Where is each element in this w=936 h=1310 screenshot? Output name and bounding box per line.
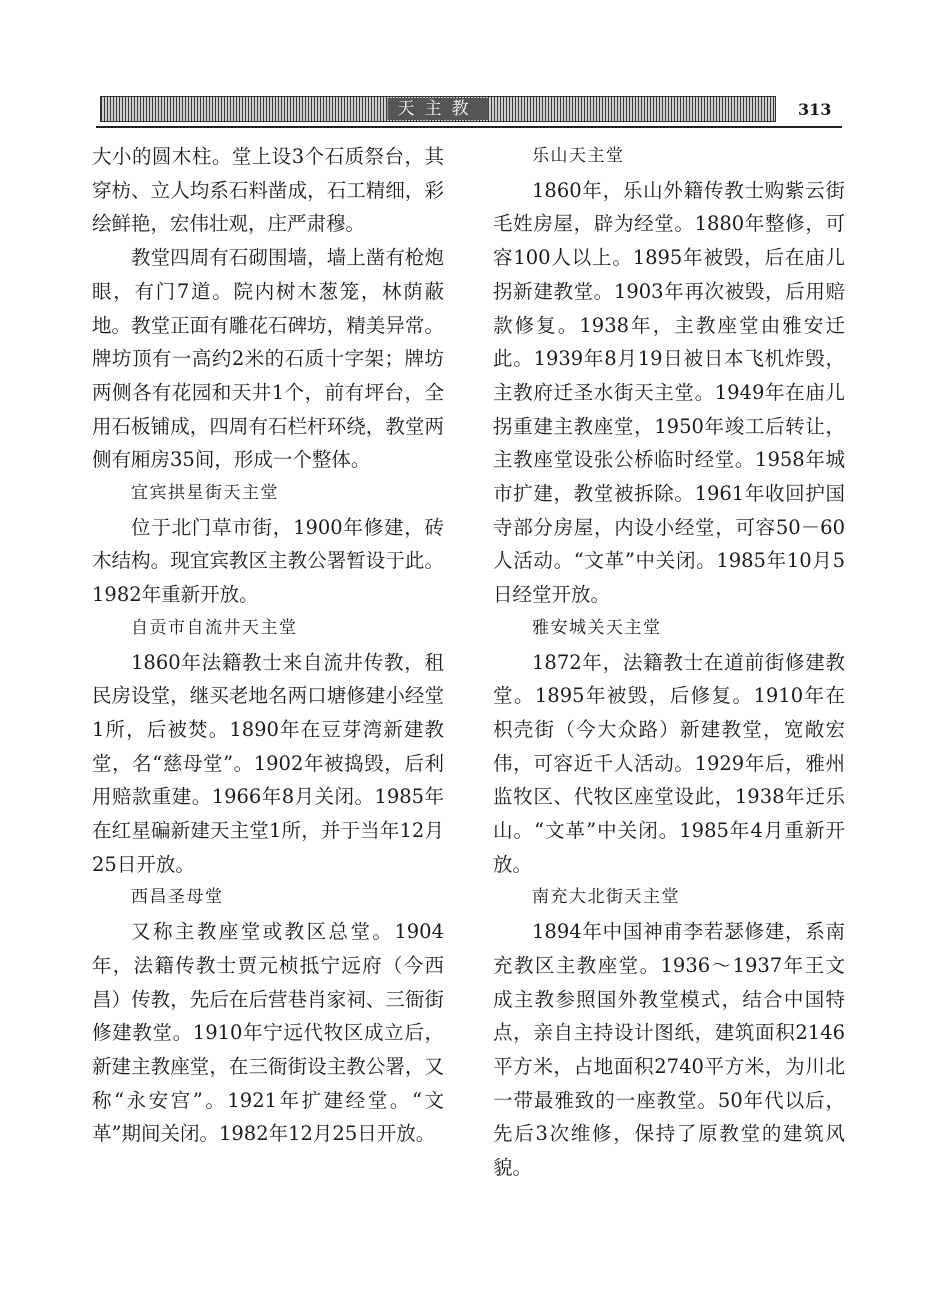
section-heading-yaan: 雅安城关天主堂 [532,617,662,638]
running-header-bar [100,96,776,122]
section-text-nanchong: 1894年中国神甫李若瑟修建，系南充教区主教座堂。1936～1937年王文成主教参照国外教堂模式，结合中国特点，亲自主持设计图纸，建筑面积2146平方米，占地面积2740平方米，为川北一带最雅致的一座教堂。50年代以后，先后3次维修，保持了原教堂的建筑风貌。 [493,920,845,1180]
section-heading-leshan: 乐山天主堂 [532,146,625,166]
left-column [92,140,444,1151]
section-text-zigong: 1860年法籍教士来自流井传教，租民房设堂，继买老地名两口塘修建小经堂1所，后被焚。1890年在豆芽湾新建教堂，名“慈母堂”。1902年被捣毁，后利用赔款重建。1966年8月关闭。1985年在红星碥新建天主堂1所，并于当年12月25日开放。 [92,650,444,876]
section-text-xichang: 又称主教座堂或教区总堂。1904年，法籍传教士贾元桢抵宁远府（今西昌）传教，先后在后营巷肖家祠、三衙街修建教堂。1910年宁远代牧区成立后，新建主教座堂，在三衙街设主教公署，又称“永安宫”。1921年扩建经堂。“文革”期间关闭。1982年12月25日开放。 [92,920,444,1146]
section-heading-yibin: 宜宾拱星街天主堂 [131,483,279,504]
section-text-leshan: 1860年，乐山外籍传教士购紫云街毛姓房屋，辟为经堂。1880年整修，可容100人以上。1895年被毁，后在庙儿拐新建教堂。1903年再次被毁，后用赔款修复。1938年，主教座堂由雅安迁此。1939年8月19日被日本飞机炸毁，主教府迁圣水街天主堂。1949年在庙儿拐重建主教座堂，1950年竣工后转让，主教座堂设张公桥临时经堂。1958年城市扩建，教堂被拆除。1961年收回护国寺部分房屋，内设小经堂，可容50－60人活动。“文革”中关闭。1985年10月5日经堂开放。 [493,178,845,607]
section-text-yibin: 位于北门草市街，1900年修建，砖木结构。现宜宾教区主教公署暂设于此。1982年重新开放。 [92,515,444,607]
header-rule [96,126,842,128]
right-column [493,140,845,1185]
section-heading-xichang: 西昌圣母堂 [131,887,224,908]
section-text-yaan: 1872年，法籍教士在道前街修建教堂。1895年被毁，后修复。1910年在枳壳街（今大众路）新建教堂，宽敞宏伟，可容近千人活动。1929年后，雅州监牧区、代牧区座堂设此，1938年迁乐山。“文革”中关闭。1985年4月重新开放。 [493,650,845,876]
continued-paragraph: 大小的圆木柱。堂上设3个石质祭台，其穿枋、立人均系石料凿成，石工精细，彩绘鲜艳，宏伟壮观，庄严肃穆。 [92,145,444,236]
paragraph-walls: 教堂四周有石砌围墙，墙上凿有枪炮眼，有门7道。院内树木葱笼，林荫蔽地。教堂正面有雕花石碑坊，精美异常。牌坊顶有一高约2米的石质十字架；牌坊两侧各有花园和天井1个，前有坪台，全用石板铺成，四周有石栏杆环绕，教堂两侧有厢房35间，形成一个整体。 [92,246,444,472]
page-number: 313 [798,100,832,119]
running-header-title: 天主教 [388,98,489,120]
section-heading-nanchong: 南充大北街天主堂 [532,887,680,908]
section-heading-zigong: 自贡市自流井天主堂 [131,617,298,638]
